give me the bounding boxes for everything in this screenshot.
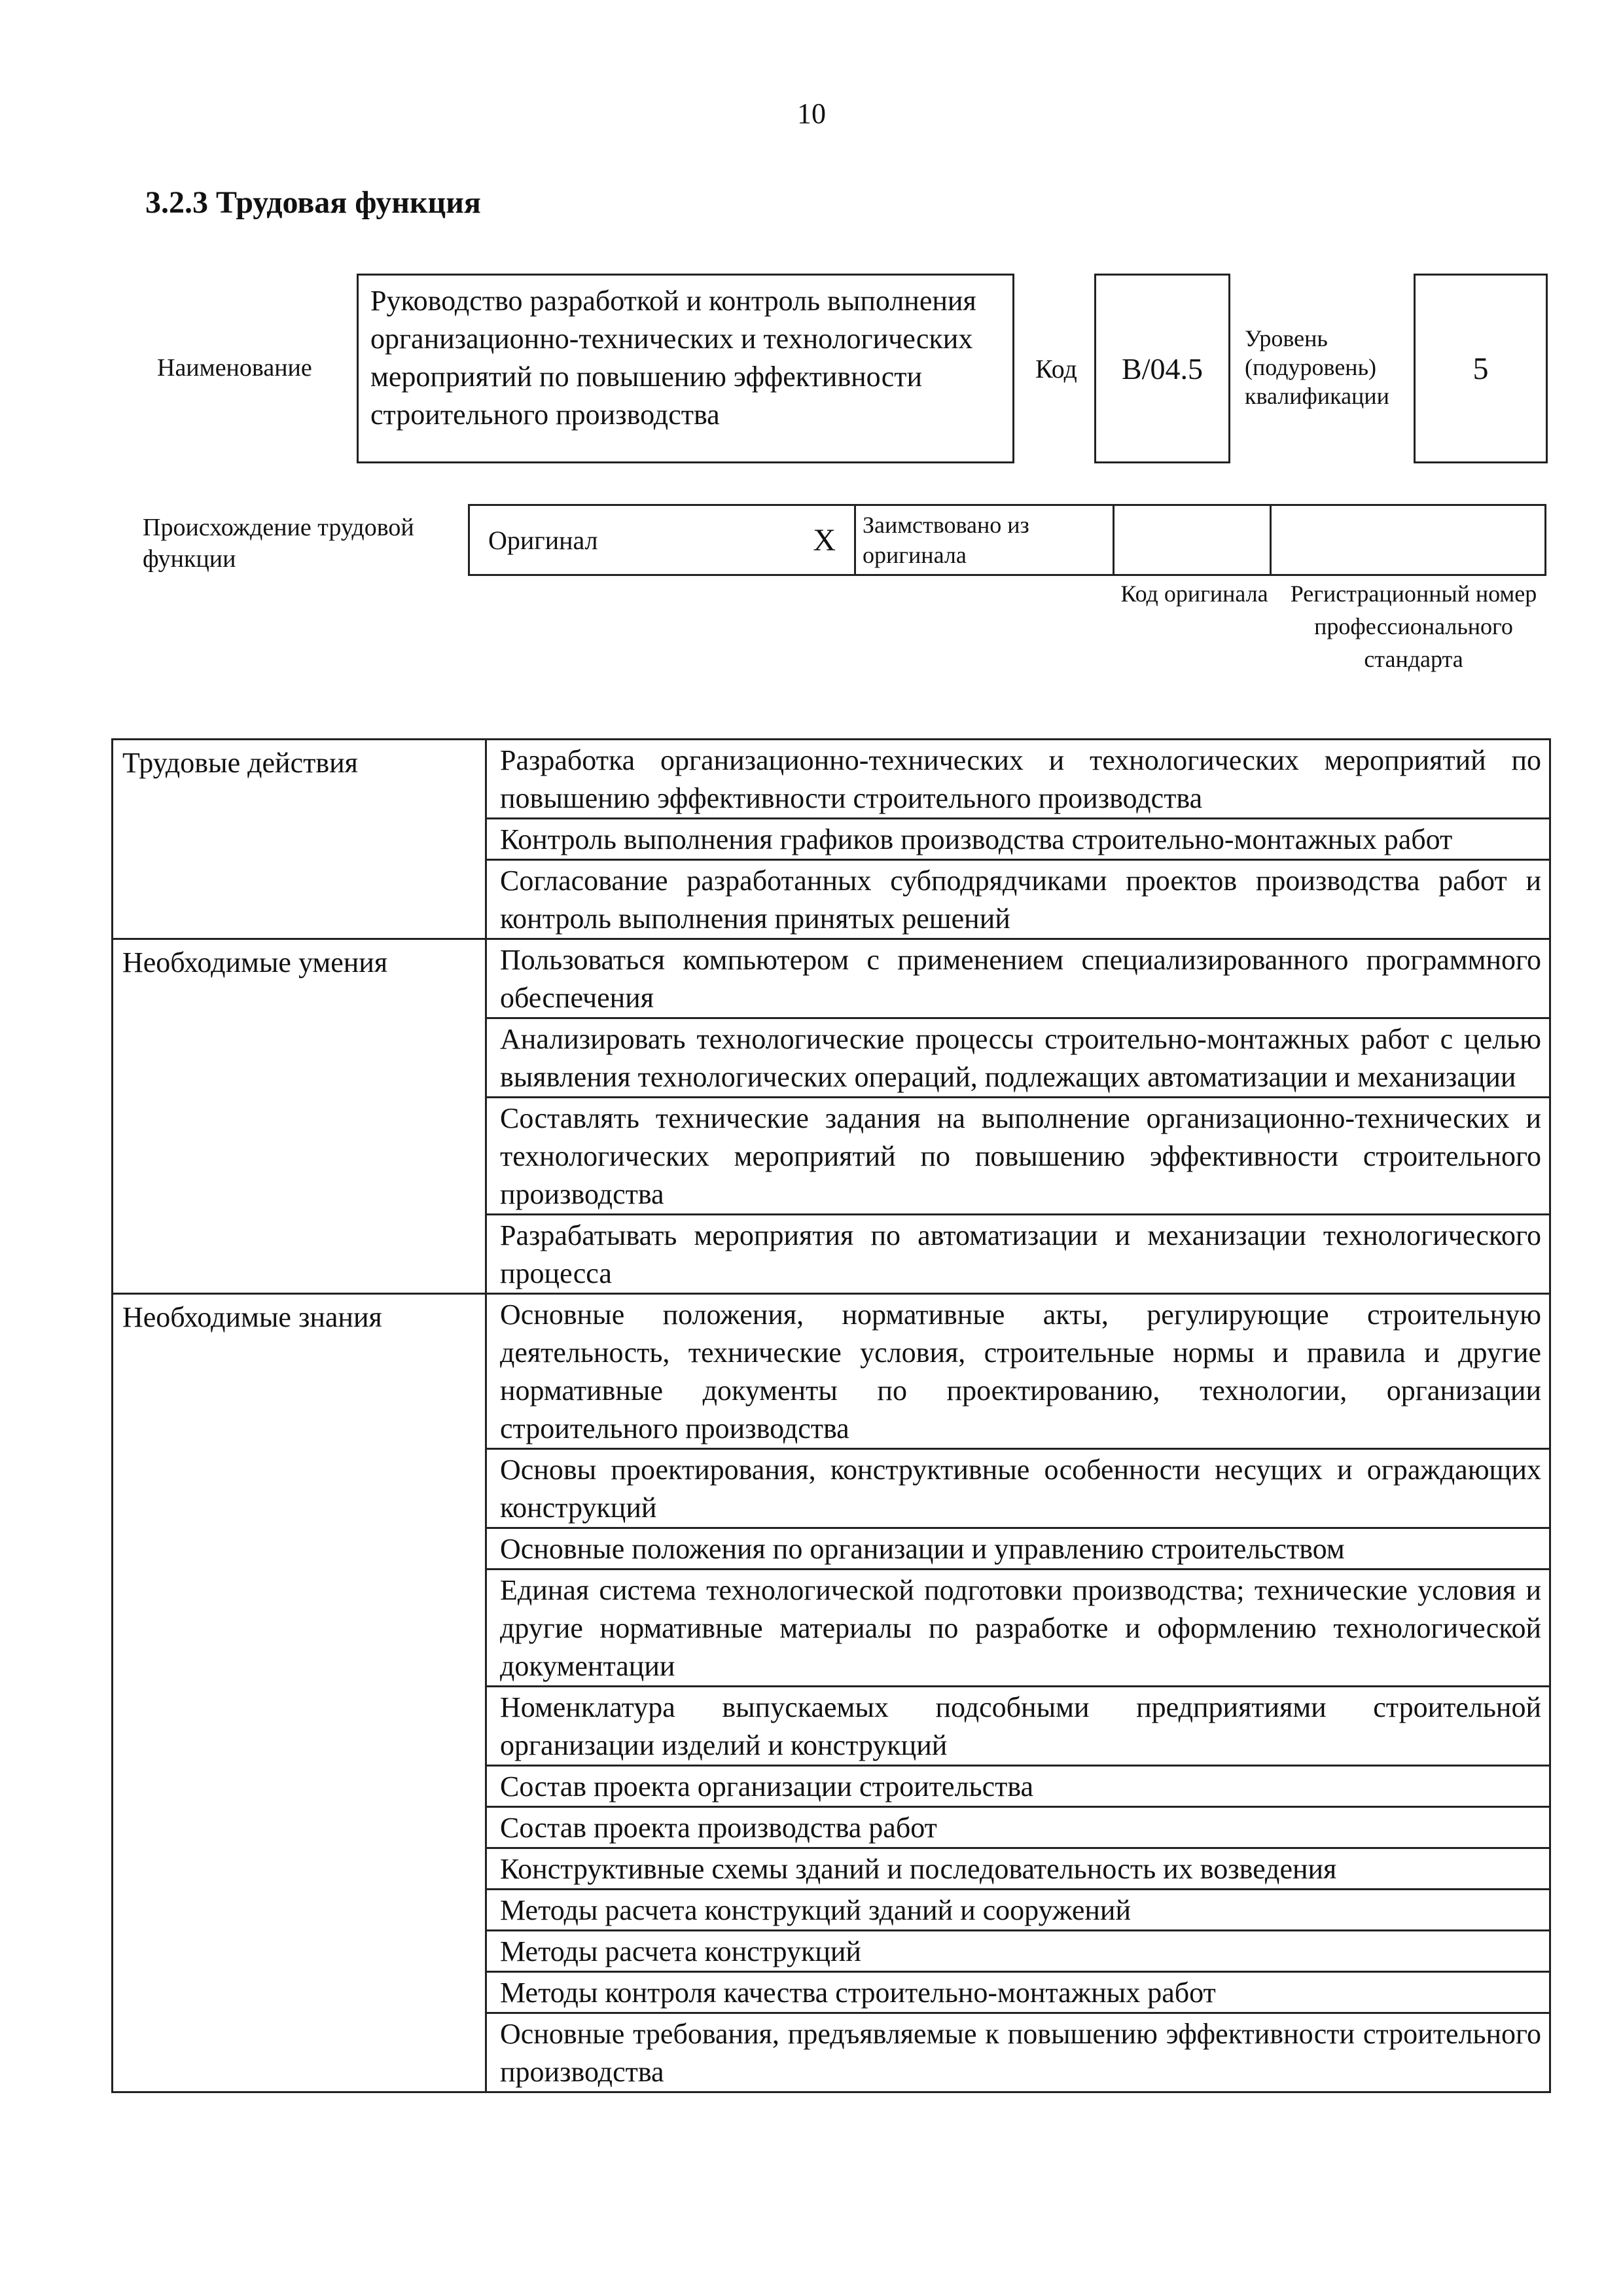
table-cell: Состав проекта организации строительства — [486, 1766, 1550, 1807]
table-cell: Основные требования, предъявляемые к повышению эффективности строительного производства — [486, 2013, 1550, 2092]
level-label-line: (подуровень) — [1245, 354, 1376, 380]
page-number: 10 — [797, 98, 826, 130]
registration-number-cell — [1271, 505, 1546, 575]
table-cell: Согласование разработанных субподрядчиками проектов производства работ и контроль выполнения принятых решений — [486, 860, 1550, 939]
table-cell: Методы контроля качества строительно-монтажных работ — [486, 1972, 1550, 2013]
category-required-skills: Необходимые умения — [113, 939, 486, 1294]
table-cell: Составлять технические задания на выполнение организационно-технических и технологических мероприятий по повышению эффективности строительного производства — [486, 1098, 1550, 1215]
origin-label: Происхождение трудовой функции — [143, 514, 414, 573]
name-label: Наименование — [157, 354, 312, 382]
table-row — [113, 1294, 1550, 1449]
qualification-level-value: 5 — [1414, 274, 1548, 463]
table-cell: Основные положения, нормативные акты, регулирующие строительную деятельность, технические условия, строительные нормы и правила и другие нормативные документы по проектированию, технологии, организации строительного производства — [486, 1294, 1550, 1449]
table-cell: Основные положения по организации и управлению строительством — [486, 1528, 1550, 1570]
level-label-line: квалификации — [1245, 383, 1389, 409]
table-cell: Состав проекта производства работ — [486, 1807, 1550, 1848]
table-cell: Основы проектирования, конструктивные особенности несущих и ограждающих конструкций — [486, 1449, 1550, 1528]
table-cell: Конструктивные схемы зданий и последовательность их возведения — [486, 1848, 1550, 1890]
original-mark: X — [813, 522, 836, 558]
category-required-knowledge: Необходимые знания — [113, 1294, 486, 2092]
borrowed-cell: Заимствовано из оригинала — [855, 505, 1114, 575]
table-cell: Номенклатура выпускаемых подсобными предприятиями строительной организации изделий и конструкций — [486, 1687, 1550, 1766]
original-code-cell — [1114, 505, 1271, 575]
table-cell: Методы расчета конструкций — [486, 1931, 1550, 1972]
table-cell: Разрабатывать мероприятия по автоматизации и механизации технологического процесса — [486, 1215, 1550, 1294]
origin-table — [468, 504, 1546, 576]
category-labor-actions: Трудовые действия — [113, 740, 486, 939]
table-cell: Методы расчета конструкций зданий и сооружений — [486, 1890, 1550, 1931]
table-cell: Контроль выполнения графиков производства строительно-монтажных работ — [486, 819, 1550, 860]
table-cell: Разработка организационно-технических и технологических мероприятий по повышению эффективности строительного производства — [486, 740, 1550, 819]
code-label: Код — [1035, 354, 1077, 384]
original-label: Оригинал — [488, 525, 598, 555]
table-row — [113, 740, 1550, 819]
table-row — [113, 939, 1550, 1018]
section-title: 3.2.3 Трудовая функция — [145, 185, 481, 220]
registration-number-caption: Регистрационный номер профессионального стандарта — [1290, 581, 1537, 672]
function-name-field: Руководство разработкой и контроль выполнения организационно-технических и технологических мероприятий по повышению эффективности строительного производства — [357, 274, 1014, 463]
table-cell: Пользоваться компьютером с применением специализированного программного обеспечения — [486, 939, 1550, 1018]
code-value: B/04.5 — [1094, 274, 1230, 463]
qualification-level-label — [1245, 324, 1389, 410]
function-details-table — [111, 738, 1551, 2093]
original-cell — [469, 505, 855, 575]
level-label-line: Уровень — [1245, 325, 1328, 351]
table-cell: Единая система технологической подготовки производства; технические условия и другие нормативные материалы по разработке и оформлению технологической документации — [486, 1570, 1550, 1687]
original-code-caption: Код оригинала — [1120, 581, 1268, 607]
table-cell: Анализировать технологические процессы строительно-монтажных работ с целью выявления технологических операций, подлежащих автоматизации и механизации — [486, 1018, 1550, 1098]
